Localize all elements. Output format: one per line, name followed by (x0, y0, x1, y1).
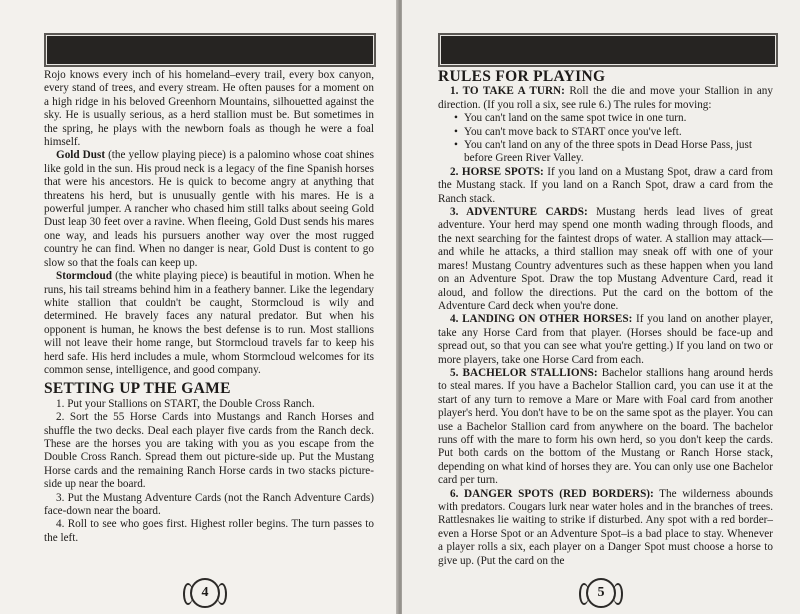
rule-4-label: 4. LANDING ON OTHER HORSES: (450, 313, 633, 326)
setup-step-4: 4. Roll to see who goes first. Highest roller begins. The turn passes to the left. (44, 518, 374, 544)
list-item: • You can't move back to START once you've left. (456, 126, 773, 139)
rule-1-label: 1. TO TAKE A TURN: (450, 85, 565, 98)
setup-heading: SETTING UP THE GAME (44, 380, 231, 398)
right-page (402, 0, 800, 614)
rule-2-label: 2. HORSE SPOTS: (450, 165, 544, 178)
setup-step-3: 3. Put the Mustang Adventure Cards (not the Ranch Adventure Cards) face-down near the board. (44, 491, 374, 517)
header-banner (438, 33, 778, 67)
rules-heading: RULES FOR PLAYING (438, 68, 606, 85)
left-text-column (44, 69, 374, 545)
rojo-paragraph: Rojo knows every inch of his homeland–every trail, every box canyon, every stand of trees, and every stream. He often pauses for a moment on a high ridge in his beloved Greenhorn Mountains, silhouetted against the sky. He is usually serious, as a herd stallion must be. But sometimes in the spring, he plays with the newborn foals as though he were a foal himself. (44, 69, 374, 149)
rule-5 (438, 367, 773, 488)
list-item: • You can't land on any of the three spots in Dead Horse Pass, just before Green River Valley. (456, 139, 773, 166)
header-banner (44, 33, 376, 67)
rule-2-text: If you land on a Mustang Spot, draw a card from the Mustang stack. If you land on a Ranch Spot, draw a card from the Ranch stack. (438, 165, 773, 205)
gold-dust-paragraph (44, 149, 374, 270)
stormcloud-paragraph (44, 270, 374, 377)
rule-1 (438, 85, 773, 112)
stormcloud-text: (the white playing piece) is beautiful in motion. When he runs, his tail streams behind him in a feathery banner. Like the legendary white stallion that couldn't be caught, Stormcloud is wily and determined. He bravely faces any natural predator. But when his opponent is human, he knows the best defense is to run. Most stallions will not leave their home range, but Stormcloud travels far to keep his herd safe. His herd includes a mule, whom Stormcloud welcomes for its common sense, intelligence, and good company. (44, 270, 374, 376)
left-page (0, 0, 398, 614)
setup-step-2: 2. Sort the 55 Horse Cards into Mustangs and Ranch Horses and shuffle the two decks. Deal each player five cards from the Ranch deck. These are the horses you are taking with you as you escape from the Double Cross Ranch. Spread them out picture-side up. Put the Mustang Horse cards and the remaining Ranch Horse cards in two stacks picture-side up near the board. (44, 411, 374, 491)
rule-3 (438, 206, 773, 313)
rule-5-text: Bachelor stallions hang around herds to steal mares. If you have a Bachelor Stallion card, you can use it at the start of any turn to remove a Mare or Mare with Foal card from another player's herd. You don't have to be on the same spot as the player. You can use a Bachelor Stallion card from anywhere on the board. The bachelor runs off with the mare to form his own herd, so you don't keep the cards. Put both cards on the bottom of the Mustang or Ranch Horse stack, depending on what kind of horses they are. You can only use one Bachelor card per turn. (438, 366, 774, 487)
rule-6-text: The wilderness abounds with predators. Cougars lurk near water holes and in the branches of trees. Rattlesnakes lie waiting to strike if disturbed. Any spot with a red border–even a Horse Spot or an Adventure Spot–is a bad place to stay. Whenever a player rolls a six, each player on a Danger Spot must choose a horse to give up. (Put the card on the (438, 487, 773, 567)
rule-4-text: If you land on another player, take any Horse Card from that player. (Horses should be face-up and spread out, so that you can see what you're getting.) If you land on two or more players, take one Horse Card from each. (438, 313, 774, 366)
right-text-column (438, 70, 773, 568)
gold-dust-text: (the yellow playing piece) is a palomino whose coat shines like gold in the sun. His proud neck is a legacy of the fine Spanish horses that were his ancestors. He is quick to become angry at anything that threatens his herd, but is unusually gentle with his mares. He is a powerful jumper. A rancher who chased him still talks about seeing Gold Dust leap 30 feet over a ravine. When fleeing, Gold Dust sends his mares one way, and leads his pursuers another way over the most rugged country he can find. When no danger is near, Gold Dust is content to go slow so that the foals can keep up. (44, 149, 374, 269)
page-number-left: 4 (190, 578, 220, 608)
rule-3-label: 3. ADVENTURE CARDS: (450, 206, 588, 219)
rule-6 (438, 488, 773, 568)
rule-5-label: 5. BACHELOR STALLIONS: (450, 366, 598, 379)
stormcloud-name: Stormcloud (56, 270, 112, 283)
rule-1-text: Roll the die and move your Stallion in any direction. (If you roll a six, see rule 6.) The rules for moving: (438, 85, 773, 111)
list-item: • You can't land on the same spot twice in one turn. (456, 112, 773, 125)
rule-3-text: Mustang herds lead lives of great adventure. Your herd may spend one month wading through floods, and the next searching for the faintest drops of water. A stallion may attack—and while he attacks, a third stallion may sneak off with one of your mares! Mustang Country adventures such as these happen when you land on an Adventure Spot. Draw the top Mustang Adventure Card, read it aloud, and follow the directions. Put the card on the bottom of the Adventure Card deck when you're done. (438, 206, 773, 312)
gold-dust-name: Gold Dust (56, 149, 106, 162)
rule-4 (438, 313, 773, 367)
page-number-right: 5 (586, 578, 616, 608)
rule-6-label: 6. DANGER SPOTS (RED BORDERS): (450, 487, 654, 500)
rule-2 (438, 166, 773, 206)
movement-rules-list (438, 112, 773, 166)
setup-step-1: 1. Put your Stallions on START, the Double Cross Ranch. (56, 397, 315, 410)
